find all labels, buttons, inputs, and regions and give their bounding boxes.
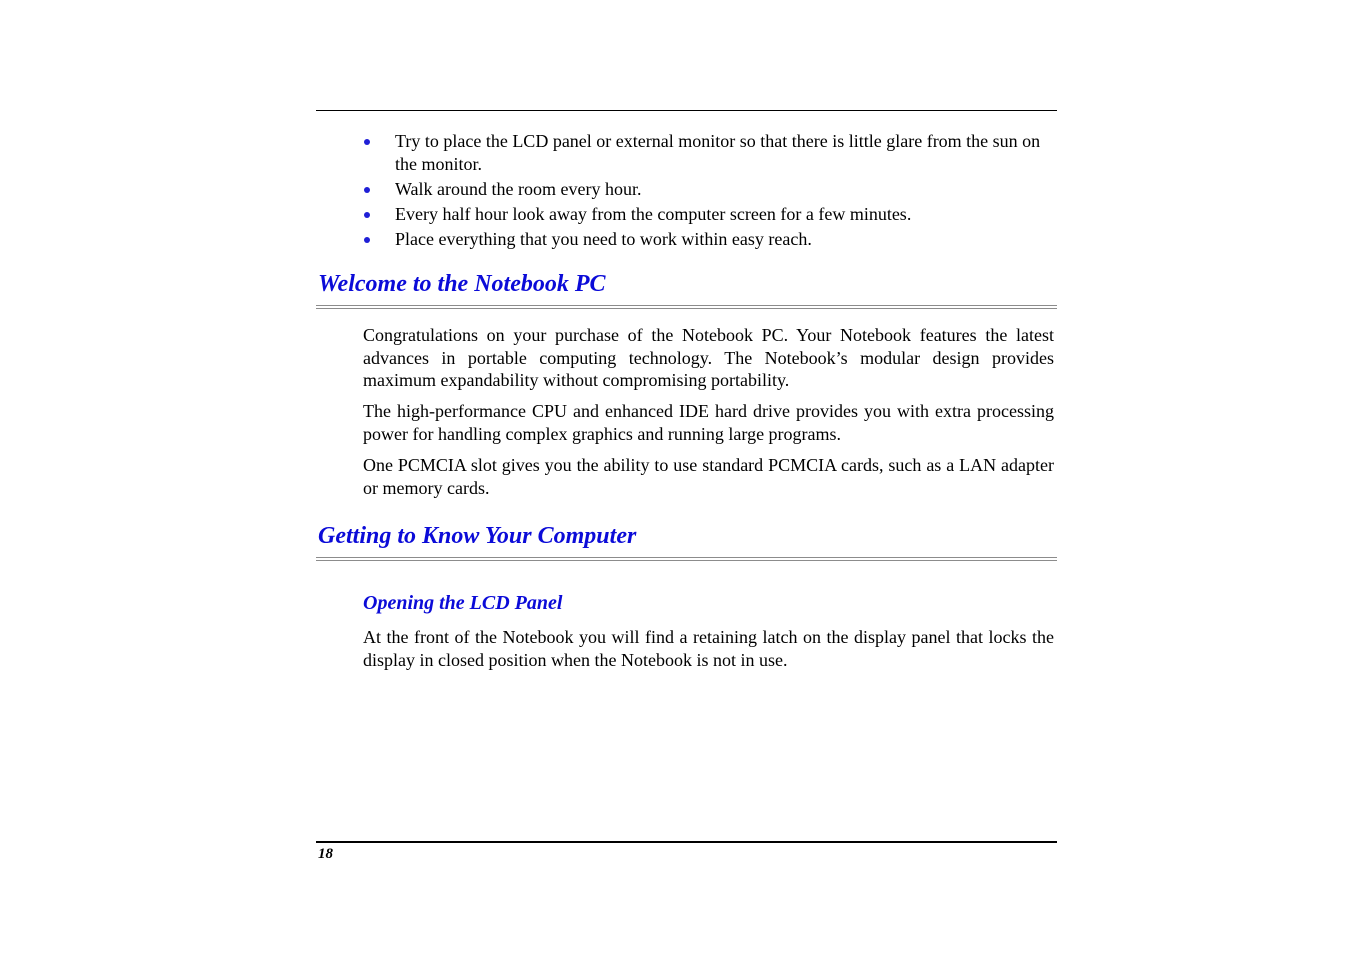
opening-lcd-paragraph: At the front of the Notebook you will find a retaining latch on the display panel that locks the display in closed position when the Notebook is not in use. [363, 627, 1054, 670]
section-rule-welcome [316, 305, 1057, 309]
bullet-icon [364, 187, 370, 193]
list-item [363, 130, 1043, 175]
list-item [363, 228, 1043, 251]
bullet-list [363, 130, 1043, 253]
list-item-text: Walk around the room every hour. [395, 178, 642, 199]
subsection-heading-opening-lcd: Opening the LCD Panel [363, 592, 563, 614]
footer-rule [316, 841, 1057, 843]
welcome-paragraph-2: The high-performance CPU and enhanced IDE hard drive provides you with extra processing power for handling complex graphics and running large programs. [363, 401, 1054, 444]
list-item [363, 178, 1043, 201]
bullet-icon [364, 139, 370, 145]
page-number: 18 [318, 846, 333, 862]
welcome-paragraph-1: Congratulations on your purchase of the Notebook PC. Your Notebook features the latest advances in portable computing technology. The Notebook’s modular design provides maximum expandability without compromising portability. [363, 325, 1054, 390]
section-heading-welcome: Welcome to the Notebook PC [318, 271, 606, 297]
list-item [363, 203, 1043, 226]
section-rule-getting-to-know [316, 557, 1057, 561]
header-rule [316, 110, 1057, 111]
welcome-paragraph-3: One PCMCIA slot gives you the ability to use standard PCMCIA cards, such as a LAN adapter or memory cards. [363, 455, 1054, 498]
list-item-text: Place everything that you need to work within easy reach. [395, 228, 812, 249]
section-heading-getting-to-know: Getting to Know Your Computer [318, 523, 637, 549]
list-item-text: Every half hour look away from the computer screen for a few minutes. [395, 203, 912, 224]
bullet-icon [364, 237, 370, 243]
bullet-icon [364, 212, 370, 218]
list-item-text: Try to place the LCD panel or external monitor so that there is little glare from the sun on the monitor. [395, 131, 1041, 174]
